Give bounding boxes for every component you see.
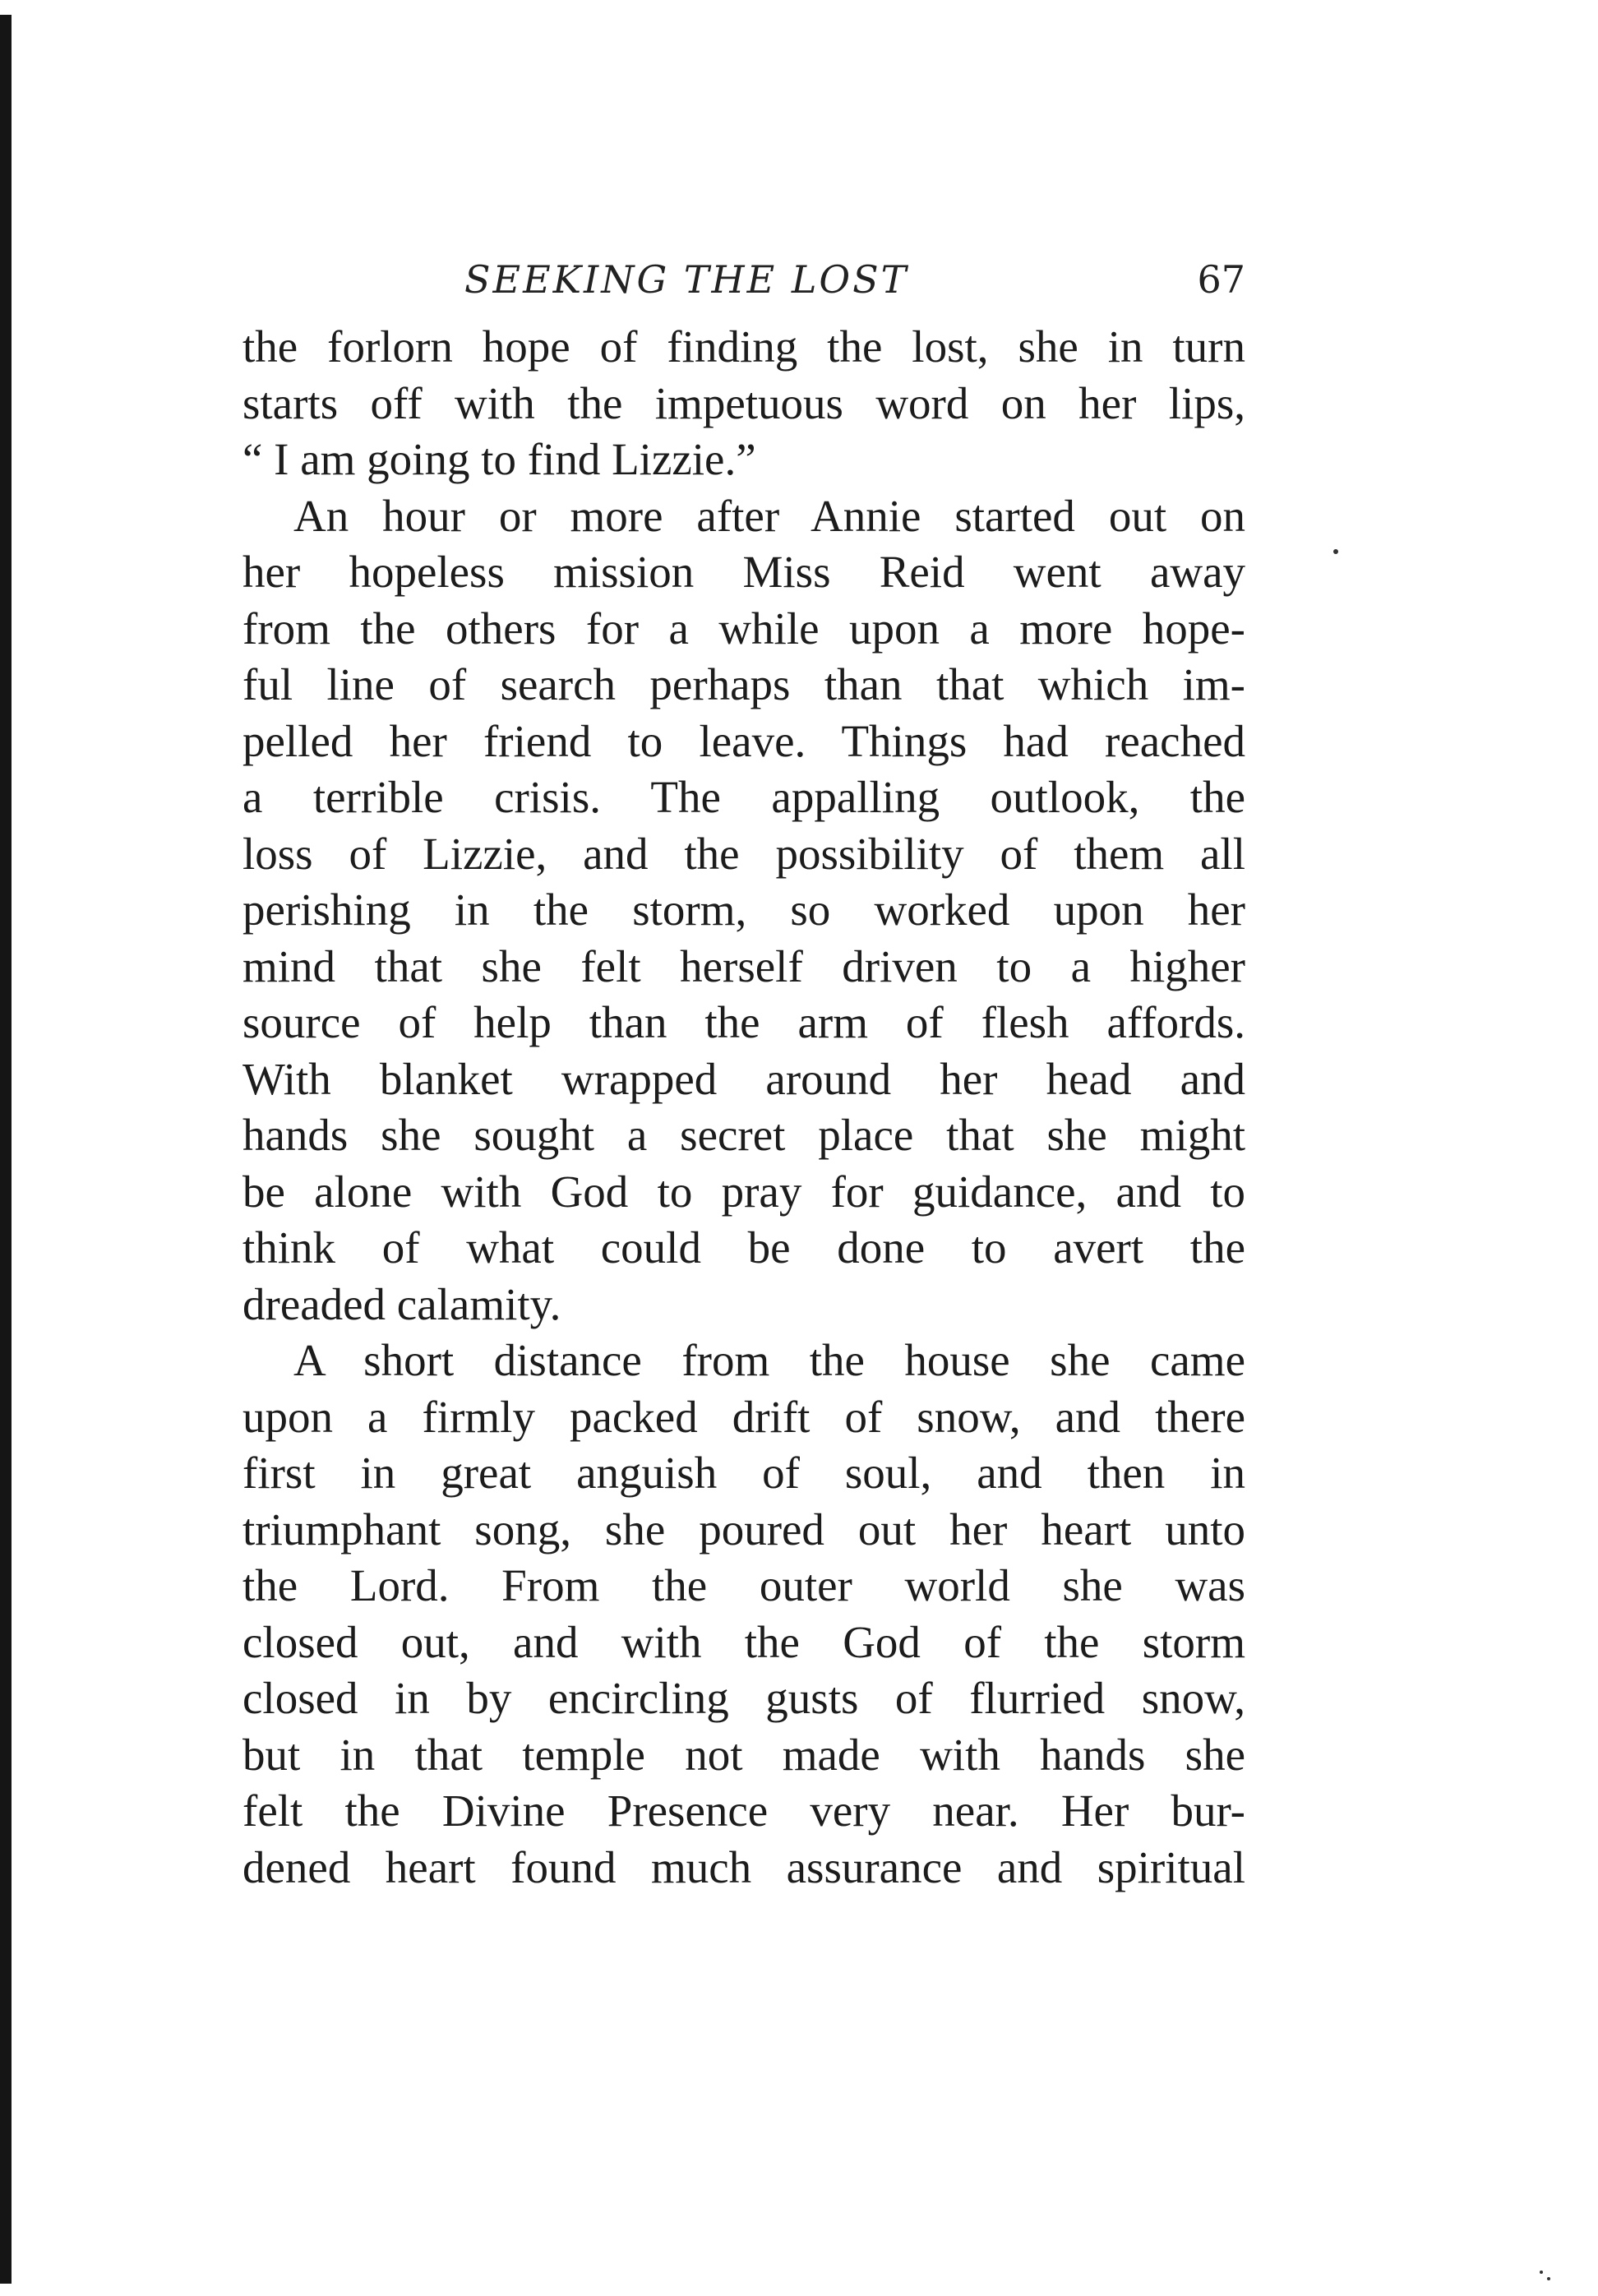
text-line: think of what could be done to avert the (242, 1222, 1245, 1273)
text-line: hands she sought a secret place that she might (242, 1110, 1245, 1160)
paragraph-3 (242, 1333, 1245, 1896)
text-line: triumphant song, she poured out her heart unto (242, 1504, 1245, 1555)
text-line: source of help than the arm of flesh affords. (242, 997, 1245, 1047)
scan-speck (1547, 2277, 1550, 2280)
paragraph-1 (242, 319, 1245, 488)
text-line: perishing in the storm, so worked upon her (242, 885, 1245, 935)
text-line: An hour or more after Annie started out on (293, 490, 1245, 541)
text-line: ful line of search perhaps than that which im- (242, 659, 1245, 709)
text-line: mind that she felt herself driven to a higher (242, 940, 1245, 991)
text-line: her hopeless mission Miss Reid went away (242, 547, 1245, 597)
text-line: the Lord. From the outer world she was (242, 1560, 1245, 1610)
text-line: first in great anguish of soul, and then in (242, 1448, 1245, 1498)
text-line: With blanket wrapped around her head and (242, 1053, 1245, 1104)
text-line: dened heart found much assurance and spiritual (242, 1841, 1245, 1892)
text-line: A short distance from the house she came (293, 1335, 1245, 1385)
text-line: but in that temple not made with hands she (242, 1729, 1245, 1780)
text-line: from the others for a while upon a more hope- (242, 603, 1245, 654)
scan-binding-edge (0, 15, 12, 2284)
running-head: SEEKING THE LOST (464, 257, 909, 302)
text-line: “ I am going to find Lizzie.” (242, 434, 756, 484)
text-line: closed out, and with the God of the storm (242, 1616, 1245, 1667)
text-line: closed in by encircling gusts of flurried snow, (242, 1673, 1245, 1723)
text-line: felt the Divine Presence very near. Her bur- (242, 1786, 1245, 1836)
scan-speck (1333, 549, 1338, 554)
scan-speck (1540, 2271, 1543, 2274)
body-text (242, 319, 1245, 1896)
text-line: be alone with God to pray for guidance, and to (242, 1166, 1245, 1217)
text-line: dreaded calamity. (242, 1278, 561, 1329)
text-line: upon a firmly packed drift of snow, and there (242, 1391, 1245, 1442)
text-line: the forlorn hope of finding the lost, she in turn (242, 321, 1245, 372)
page-header (464, 251, 1245, 308)
text-line: a terrible crisis. The appalling outlook, the (242, 772, 1245, 822)
paragraph-2 (242, 488, 1245, 1333)
text-line: starts off with the impetuous word on her lips, (242, 377, 1245, 428)
page-number: 67 (1197, 257, 1245, 302)
text-line: pelled her friend to leave. Things had reached (242, 715, 1245, 766)
text-line: loss of Lizzie, and the possibility of them all (242, 828, 1245, 879)
